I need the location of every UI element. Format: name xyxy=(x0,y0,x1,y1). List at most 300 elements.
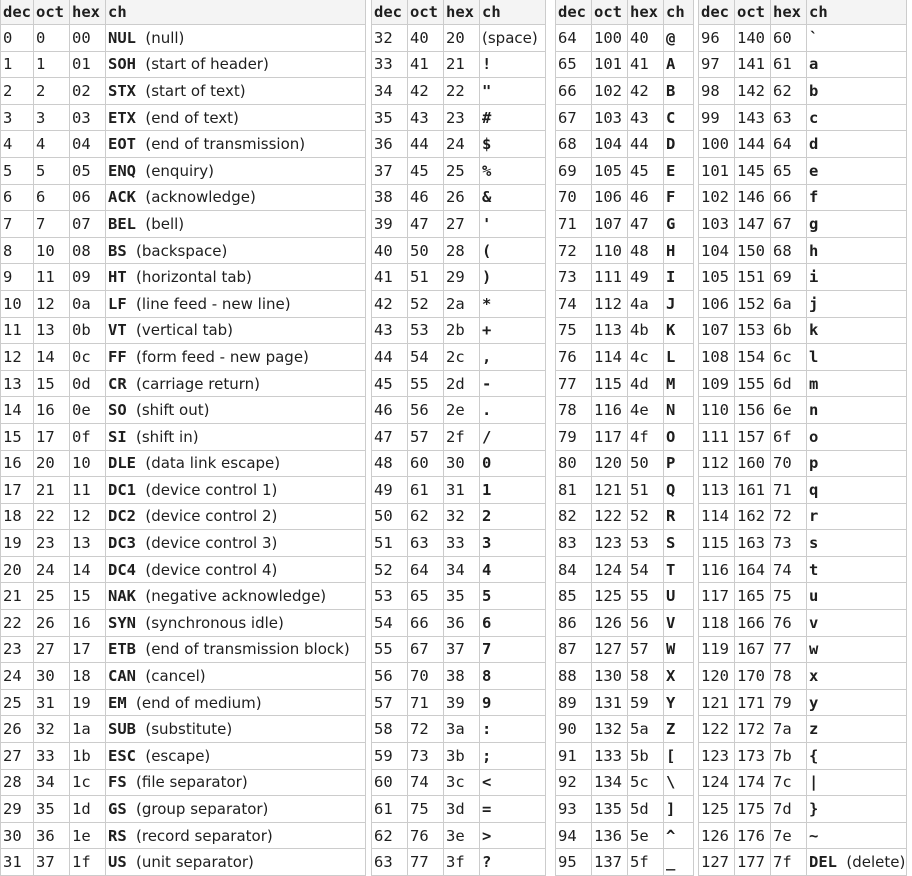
cell-oct: 105 xyxy=(592,157,628,184)
header-hex: hex xyxy=(628,0,664,25)
cell-ch xyxy=(807,477,907,504)
char-code: US xyxy=(108,853,127,872)
cell-hex: 17 xyxy=(70,636,106,663)
table-row xyxy=(372,822,546,849)
char-description: (file separator) xyxy=(136,773,248,792)
cell-oct: 147 xyxy=(735,211,771,238)
char-code: d xyxy=(809,135,819,154)
cell-dec: 45 xyxy=(372,370,408,397)
char-code: VT xyxy=(108,321,127,340)
char-code: w xyxy=(809,640,819,659)
char-code: \ xyxy=(666,773,676,792)
table-row xyxy=(1,849,366,876)
char-code: FS xyxy=(108,773,127,792)
table-row xyxy=(1,450,366,477)
cell-ch xyxy=(807,610,907,637)
char-code: DC4 xyxy=(108,560,136,579)
char-code: 6 xyxy=(482,613,492,632)
table-row xyxy=(699,104,907,131)
cell-oct: 111 xyxy=(592,264,628,291)
char-description: (shift out) xyxy=(136,401,210,420)
cell-dec: 25 xyxy=(1,689,34,716)
ascii-table-control-chars xyxy=(0,0,366,876)
cell-dec: 103 xyxy=(699,211,735,238)
table-row xyxy=(372,556,546,583)
cell-hex: 55 xyxy=(628,583,664,610)
cell-oct: 2 xyxy=(34,78,70,105)
cell-dec: 57 xyxy=(372,689,408,716)
table-row xyxy=(699,78,907,105)
cell-dec: 13 xyxy=(1,370,34,397)
cell-oct: 52 xyxy=(408,290,444,317)
cell-dec: 120 xyxy=(699,663,735,690)
cell-oct: 43 xyxy=(408,104,444,131)
cell-ch xyxy=(480,556,546,583)
table-row xyxy=(556,423,694,450)
cell-dec: 93 xyxy=(556,796,592,823)
cell-dec: 82 xyxy=(556,503,592,530)
cell-hex: 14 xyxy=(70,556,106,583)
cell-hex: 40 xyxy=(628,25,664,52)
cell-ch xyxy=(807,743,907,770)
char-code: [ xyxy=(666,746,676,765)
cell-dec: 118 xyxy=(699,610,735,637)
table-row xyxy=(556,211,694,238)
cell-hex: 03 xyxy=(70,104,106,131)
cell-ch xyxy=(106,583,366,610)
cell-oct: 171 xyxy=(735,689,771,716)
cell-oct: 144 xyxy=(735,131,771,158)
cell-oct: 117 xyxy=(592,423,628,450)
cell-hex: 34 xyxy=(444,556,480,583)
cell-ch xyxy=(480,503,546,530)
table-row xyxy=(699,264,907,291)
cell-hex: 76 xyxy=(771,610,807,637)
cell-dec: 124 xyxy=(699,769,735,796)
cell-ch xyxy=(807,317,907,344)
cell-dec: 70 xyxy=(556,184,592,211)
char-code: ACK xyxy=(108,188,136,207)
cell-dec: 58 xyxy=(372,716,408,743)
cell-oct: 110 xyxy=(592,237,628,264)
cell-oct: 126 xyxy=(592,610,628,637)
cell-ch xyxy=(664,663,694,690)
cell-hex: 0d xyxy=(70,370,106,397)
char-code: ( xyxy=(482,241,492,260)
char-code: EM xyxy=(108,693,127,712)
cell-ch xyxy=(480,716,546,743)
cell-ch xyxy=(480,583,546,610)
table-row xyxy=(372,530,546,557)
cell-ch xyxy=(664,423,694,450)
cell-dec: 37 xyxy=(372,157,408,184)
table-row xyxy=(1,211,366,238)
cell-ch xyxy=(106,477,366,504)
table-row xyxy=(556,556,694,583)
table-row xyxy=(1,716,366,743)
cell-dec: 29 xyxy=(1,796,34,823)
cell-hex: 3d xyxy=(444,796,480,823)
cell-hex: 56 xyxy=(628,610,664,637)
cell-dec: 90 xyxy=(556,716,592,743)
table-row xyxy=(1,317,366,344)
char-code: SUB xyxy=(108,720,136,739)
cell-hex: 57 xyxy=(628,636,664,663)
cell-hex: 46 xyxy=(628,184,664,211)
cell-oct: 122 xyxy=(592,503,628,530)
cell-ch xyxy=(106,423,366,450)
table-row xyxy=(1,477,366,504)
char-code: X xyxy=(666,667,676,686)
cell-dec: 106 xyxy=(699,290,735,317)
table-row xyxy=(556,583,694,610)
table-row xyxy=(556,397,694,424)
cell-hex: 0a xyxy=(70,290,106,317)
char-code: m xyxy=(809,374,819,393)
cell-dec: 56 xyxy=(372,663,408,690)
cell-ch xyxy=(664,25,694,52)
char-code: RS xyxy=(108,826,127,845)
cell-dec: 107 xyxy=(699,317,735,344)
cell-dec: 89 xyxy=(556,689,592,716)
cell-hex: 7c xyxy=(771,769,807,796)
cell-hex: 27 xyxy=(444,211,480,238)
cell-oct: 141 xyxy=(735,51,771,78)
header-oct: oct xyxy=(408,0,444,25)
char-code: ] xyxy=(666,800,676,819)
char-description: (end of medium) xyxy=(136,693,262,712)
cell-oct: 25 xyxy=(34,583,70,610)
char-code: Q xyxy=(666,480,676,499)
cell-hex: 30 xyxy=(444,450,480,477)
cell-ch xyxy=(480,397,546,424)
char-code: p xyxy=(809,454,819,473)
cell-dec: 31 xyxy=(1,849,34,876)
cell-hex: 5c xyxy=(628,769,664,796)
cell-oct: 151 xyxy=(735,264,771,291)
header-row xyxy=(1,0,366,25)
cell-oct: 70 xyxy=(408,663,444,690)
char-code: : xyxy=(482,720,492,739)
table-row xyxy=(699,769,907,796)
table-row xyxy=(372,290,546,317)
char-code: * xyxy=(482,294,492,313)
cell-hex: 73 xyxy=(771,530,807,557)
cell-dec: 63 xyxy=(372,849,408,876)
char-code: DC3 xyxy=(108,534,136,553)
cell-oct: 63 xyxy=(408,530,444,557)
cell-hex: 6a xyxy=(771,290,807,317)
char-code: O xyxy=(666,427,676,446)
table-row xyxy=(372,317,546,344)
cell-ch xyxy=(106,716,366,743)
char-code: } xyxy=(809,800,819,819)
cell-hex: 36 xyxy=(444,610,480,637)
char-code: U xyxy=(666,587,676,606)
cell-ch xyxy=(106,556,366,583)
cell-hex: 4a xyxy=(628,290,664,317)
cell-hex: 4e xyxy=(628,397,664,424)
cell-dec: 126 xyxy=(699,822,735,849)
cell-ch xyxy=(807,716,907,743)
char-code: 7 xyxy=(482,640,492,659)
cell-oct: 64 xyxy=(408,556,444,583)
cell-dec: 33 xyxy=(372,51,408,78)
table-row xyxy=(1,610,366,637)
cell-dec: 54 xyxy=(372,610,408,637)
char-code: = xyxy=(482,800,492,819)
char-description: (device control 3) xyxy=(145,534,278,553)
cell-hex: 7d xyxy=(771,796,807,823)
header-dec: dec xyxy=(556,0,592,25)
cell-ch xyxy=(664,290,694,317)
char-code: 0 xyxy=(482,454,492,473)
char-code: I xyxy=(666,268,676,287)
table-row xyxy=(556,78,694,105)
char-code: V xyxy=(666,613,676,632)
cell-dec: 15 xyxy=(1,423,34,450)
cell-hex: 5a xyxy=(628,716,664,743)
char-code: _ xyxy=(666,853,676,872)
cell-dec: 35 xyxy=(372,104,408,131)
cell-ch xyxy=(480,663,546,690)
header-hex: hex xyxy=(70,0,106,25)
cell-oct: 7 xyxy=(34,211,70,238)
cell-ch xyxy=(480,157,546,184)
cell-ch xyxy=(664,211,694,238)
cell-hex: 7e xyxy=(771,822,807,849)
cell-hex: 2d xyxy=(444,370,480,397)
cell-hex: 66 xyxy=(771,184,807,211)
cell-dec: 48 xyxy=(372,450,408,477)
table-row xyxy=(1,397,366,424)
cell-oct: 1 xyxy=(34,51,70,78)
char-code: g xyxy=(809,214,819,233)
cell-hex: 7b xyxy=(771,743,807,770)
cell-hex: 09 xyxy=(70,264,106,291)
cell-ch xyxy=(480,344,546,371)
cell-dec: 112 xyxy=(699,450,735,477)
table-row xyxy=(1,796,366,823)
cell-oct: 172 xyxy=(735,716,771,743)
cell-ch xyxy=(664,769,694,796)
table-row xyxy=(1,423,366,450)
char-code: Y xyxy=(666,693,676,712)
table-row xyxy=(372,344,546,371)
table-row xyxy=(699,344,907,371)
cell-hex: 1a xyxy=(70,716,106,743)
cell-oct: 47 xyxy=(408,211,444,238)
cell-dec: 17 xyxy=(1,477,34,504)
cell-oct: 156 xyxy=(735,397,771,424)
cell-hex: 4f xyxy=(628,423,664,450)
table-row xyxy=(699,477,907,504)
table-row xyxy=(372,25,546,52)
cell-hex: 06 xyxy=(70,184,106,211)
cell-ch xyxy=(106,290,366,317)
char-code: S xyxy=(666,534,676,553)
table-row xyxy=(556,450,694,477)
cell-ch xyxy=(807,25,907,52)
cell-ch xyxy=(106,157,366,184)
cell-dec: 12 xyxy=(1,344,34,371)
cell-ch xyxy=(807,104,907,131)
char-code: M xyxy=(666,374,676,393)
char-description: (delete) xyxy=(846,853,906,872)
table-row xyxy=(699,636,907,663)
cell-dec: 11 xyxy=(1,317,34,344)
cell-dec: 6 xyxy=(1,184,34,211)
cell-dec: 18 xyxy=(1,503,34,530)
char-code: u xyxy=(809,587,819,606)
cell-hex: 63 xyxy=(771,104,807,131)
cell-hex: 41 xyxy=(628,51,664,78)
cell-ch xyxy=(664,477,694,504)
header-hex: hex xyxy=(444,0,480,25)
cell-hex: 5d xyxy=(628,796,664,823)
char-code: ~ xyxy=(809,826,819,845)
cell-oct: 140 xyxy=(735,25,771,52)
table-row xyxy=(699,503,907,530)
cell-hex: 78 xyxy=(771,663,807,690)
cell-hex: 0f xyxy=(70,423,106,450)
cell-oct: 67 xyxy=(408,636,444,663)
cell-hex: 26 xyxy=(444,184,480,211)
cell-hex: 6c xyxy=(771,344,807,371)
cell-hex: 71 xyxy=(771,477,807,504)
table-row xyxy=(699,25,907,52)
char-description: (vertical tab) xyxy=(136,321,234,340)
char-code: s xyxy=(809,534,819,553)
cell-dec: 102 xyxy=(699,184,735,211)
char-description: (shift in) xyxy=(136,427,199,446)
table-row xyxy=(699,131,907,158)
char-description: (horizontal tab) xyxy=(136,268,252,287)
cell-dec: 5 xyxy=(1,157,34,184)
header-ch: ch xyxy=(664,0,694,25)
cell-ch xyxy=(106,450,366,477)
table-row xyxy=(372,157,546,184)
cell-oct: 0 xyxy=(34,25,70,52)
char-code: 4 xyxy=(482,560,492,579)
cell-ch xyxy=(106,743,366,770)
char-code: 5 xyxy=(482,587,492,606)
table-row xyxy=(372,663,546,690)
header-oct: oct xyxy=(592,0,628,25)
cell-oct: 121 xyxy=(592,477,628,504)
char-code: ' xyxy=(482,214,492,233)
cell-hex: 10 xyxy=(70,450,106,477)
cell-oct: 160 xyxy=(735,450,771,477)
cell-dec: 41 xyxy=(372,264,408,291)
char-code: GS xyxy=(108,800,127,819)
cell-ch xyxy=(807,211,907,238)
cell-oct: 115 xyxy=(592,370,628,397)
char-code: SO xyxy=(108,401,127,420)
cell-oct: 33 xyxy=(34,743,70,770)
table-row xyxy=(372,743,546,770)
cell-hex: 6e xyxy=(771,397,807,424)
table-row xyxy=(699,530,907,557)
table-row xyxy=(556,689,694,716)
table-row xyxy=(1,822,366,849)
table-row xyxy=(556,290,694,317)
cell-oct: 173 xyxy=(735,743,771,770)
cell-ch xyxy=(807,157,907,184)
cell-ch xyxy=(480,370,546,397)
table-row xyxy=(699,370,907,397)
cell-hex: 02 xyxy=(70,78,106,105)
cell-hex: 05 xyxy=(70,157,106,184)
header-dec: dec xyxy=(1,0,34,25)
cell-dec: 46 xyxy=(372,397,408,424)
char-code: L xyxy=(666,347,676,366)
char-code: SI xyxy=(108,427,127,446)
cell-oct: 12 xyxy=(34,290,70,317)
char-code: 8 xyxy=(482,667,492,686)
cell-ch xyxy=(807,344,907,371)
cell-ch xyxy=(664,344,694,371)
cell-hex: 2a xyxy=(444,290,480,317)
table-row xyxy=(1,104,366,131)
cell-hex: 15 xyxy=(70,583,106,610)
cell-hex: 11 xyxy=(70,477,106,504)
cell-oct: 66 xyxy=(408,610,444,637)
ascii-block-96-127 xyxy=(698,0,907,876)
cell-oct: 113 xyxy=(592,317,628,344)
cell-ch xyxy=(480,25,546,52)
cell-dec: 14 xyxy=(1,397,34,424)
cell-dec: 9 xyxy=(1,264,34,291)
cell-dec: 66 xyxy=(556,78,592,105)
char-code: FF xyxy=(108,347,127,366)
cell-dec: 53 xyxy=(372,583,408,610)
table-row xyxy=(699,796,907,823)
cell-hex: 70 xyxy=(771,450,807,477)
cell-hex: 13 xyxy=(70,530,106,557)
cell-dec: 94 xyxy=(556,822,592,849)
cell-hex: 77 xyxy=(771,636,807,663)
cell-dec: 79 xyxy=(556,423,592,450)
table-row xyxy=(1,636,366,663)
header-row xyxy=(699,0,907,25)
char-code: z xyxy=(809,720,819,739)
cell-dec: 97 xyxy=(699,51,735,78)
cell-ch xyxy=(664,264,694,291)
cell-ch xyxy=(664,370,694,397)
cell-dec: 125 xyxy=(699,796,735,823)
table-row xyxy=(1,689,366,716)
table-row xyxy=(372,503,546,530)
cell-hex: 29 xyxy=(444,264,480,291)
cell-dec: 67 xyxy=(556,104,592,131)
cell-oct: 167 xyxy=(735,636,771,663)
cell-hex: 22 xyxy=(444,78,480,105)
table-row xyxy=(556,237,694,264)
cell-oct: 130 xyxy=(592,663,628,690)
cell-ch xyxy=(807,636,907,663)
cell-hex: 39 xyxy=(444,689,480,716)
cell-ch xyxy=(664,397,694,424)
char-description: (cancel) xyxy=(145,667,206,686)
cell-ch xyxy=(664,716,694,743)
cell-hex: 79 xyxy=(771,689,807,716)
table-row xyxy=(699,610,907,637)
cell-dec: 96 xyxy=(699,25,735,52)
cell-oct: 24 xyxy=(34,556,70,583)
cell-ch xyxy=(807,237,907,264)
cell-oct: 125 xyxy=(592,583,628,610)
